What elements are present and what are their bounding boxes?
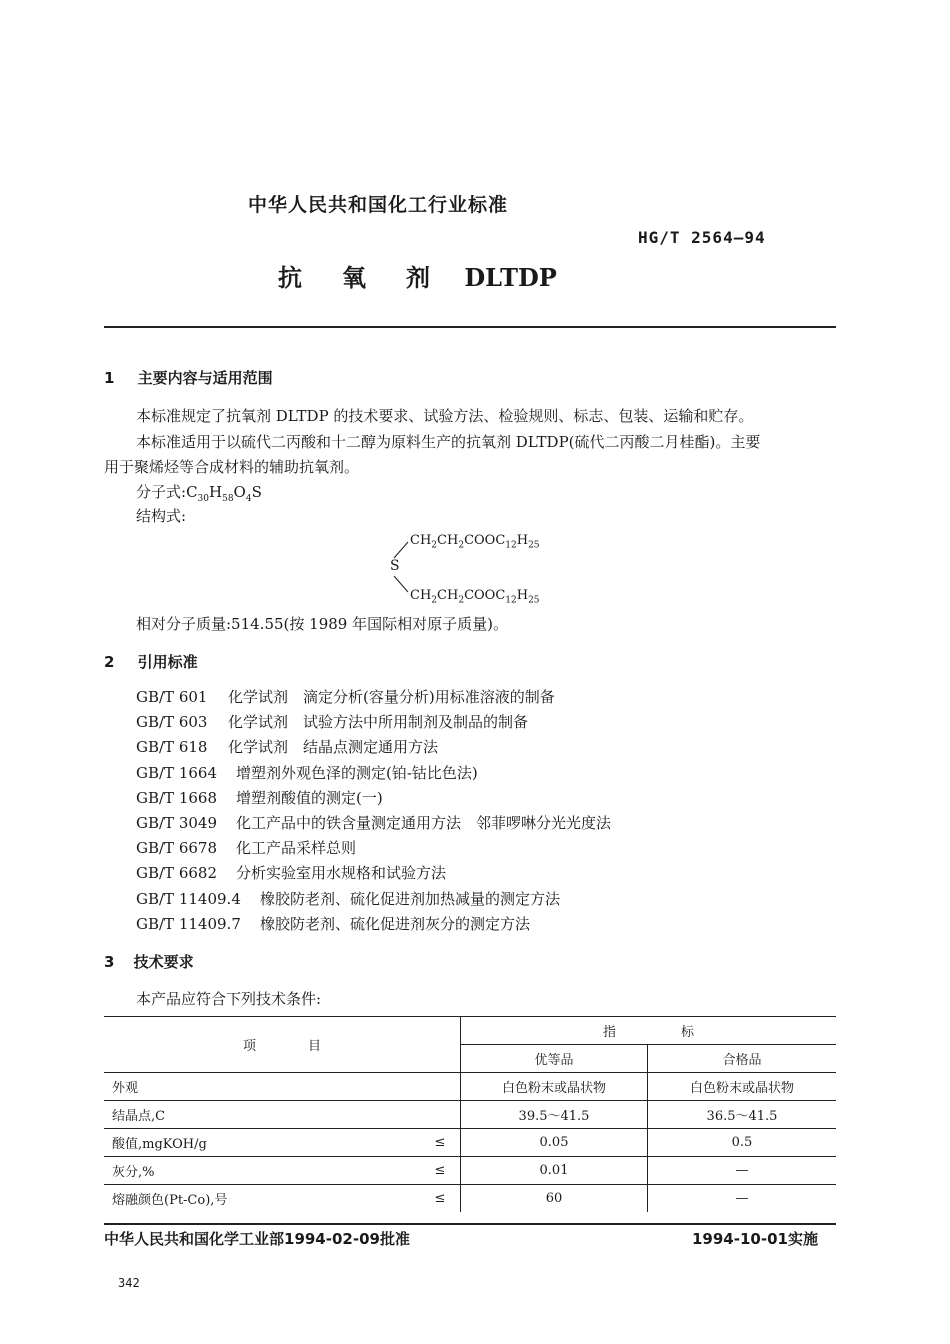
- row-op: ≤: [420, 1129, 461, 1157]
- list-item: [136, 812, 611, 837]
- paragraph: 本标准适用于以硫代二丙酸和十二醇为原料生产的抗氧剂 DLTDP(硫代二丙酸二月桂酯)。主要: [136, 433, 761, 451]
- reference-list: [136, 686, 611, 938]
- formula-label: 分子式:: [136, 483, 187, 501]
- section-number: 1: [104, 369, 115, 387]
- ref-name: 化学试剂 试验方法中所用制剂及制品的制备: [228, 713, 529, 732]
- table-row: [104, 1101, 836, 1129]
- header-index: 指 标: [461, 1017, 837, 1045]
- formula-rendered: $C_{30}H_{58}O_4S$: [186, 483, 262, 504]
- page-number: 342: [118, 1276, 140, 1290]
- table-row: [104, 1129, 836, 1157]
- table-row: [104, 1073, 836, 1101]
- ref-code: GB/T 11409.7: [136, 914, 241, 933]
- header-item: 项 目: [104, 1017, 461, 1073]
- row-item: 外观: [104, 1073, 420, 1101]
- row-premium: 0.01: [461, 1157, 648, 1185]
- ref-code: GB/T 618: [136, 738, 208, 757]
- row-item: 结晶点,C: [104, 1101, 420, 1129]
- section-title: 主要内容与适用范围: [137, 369, 273, 387]
- table-header-row: [104, 1017, 836, 1045]
- ref-name: 化学试剂 结晶点测定通用方法: [228, 738, 439, 757]
- list-item: [136, 736, 611, 761]
- row-qualified: —: [648, 1157, 837, 1185]
- ref-code: GB/T 603: [136, 713, 208, 732]
- ref-name: 增塑剂外观色泽的测定(铂-钴比色法): [236, 763, 478, 782]
- list-item: [136, 686, 611, 711]
- list-item: [136, 762, 611, 787]
- list-item: [136, 787, 611, 812]
- section-3-heading: [104, 951, 194, 972]
- list-item: [136, 888, 611, 913]
- row-qualified: 36.5～41.5: [648, 1101, 837, 1129]
- row-op: ≤: [434, 1191, 446, 1206]
- row-item: 熔融颜色(Pt-Co),号: [112, 1193, 228, 1208]
- title-char-2: 氧: [342, 264, 366, 292]
- row-item: 灰分,%: [104, 1157, 420, 1185]
- paragraph: 用于聚烯烃等合成材料的辅助抗氧剂。: [104, 458, 360, 476]
- ref-code: GB/T 1668: [136, 788, 218, 807]
- ref-name: 橡胶防老剂、硫化促进剂灰分的测定方法: [260, 914, 531, 933]
- ref-name: 化学试剂 滴定分析(容量分析)用标准溶液的制备: [228, 688, 555, 706]
- paragraph: 本标准规定了抗氧剂 DLTDP 的技术要求、试验方法、检验规则、标志、包装、运输和贮存。: [136, 407, 754, 425]
- molecular-mass: 相对分子质量:514.55(按 1989 年国际相对原子质量)。: [136, 615, 508, 633]
- issuing-authority: 中华人民共和国化工行业标准: [248, 194, 509, 216]
- row-premium: 39.5～41.5: [461, 1101, 648, 1129]
- list-item: [136, 711, 611, 736]
- section-number: 3: [104, 953, 115, 971]
- row-qualified: 白色粉末或晶状物: [648, 1073, 837, 1101]
- ref-name: 增塑剂酸值的测定(一): [236, 788, 383, 807]
- footer-divider: [104, 1223, 836, 1225]
- section-title: 技术要求: [133, 953, 194, 971]
- ref-name: 分析实验室用水规格和试验方法: [236, 864, 447, 883]
- upper-branch: $CH_2CH_2COOC_{12}H_{25}$: [410, 533, 540, 551]
- title-char-3: 剂: [406, 264, 430, 292]
- header-qualified: 合格品: [648, 1045, 837, 1073]
- list-item: [136, 837, 611, 862]
- ref-code: GB/T 11409.4: [136, 889, 241, 908]
- ref-code: GB/T 601: [136, 688, 208, 706]
- structure-label: 结构式:: [136, 507, 187, 525]
- structural-formula: [380, 530, 580, 610]
- header-divider: [104, 326, 836, 328]
- row-op: [420, 1101, 461, 1129]
- table-intro: 本产品应符合下列技术条件:: [136, 990, 322, 1008]
- row-op: [420, 1073, 461, 1101]
- row-qualified: —: [648, 1185, 837, 1213]
- row-item: 酸值,mgKOH/g: [104, 1129, 420, 1157]
- table-row: [104, 1185, 836, 1213]
- document-title: [278, 258, 557, 293]
- effective-date: 1994-10-01实施: [692, 1230, 818, 1248]
- ref-code: GB/T 6678: [136, 839, 218, 858]
- row-qualified: 0.5: [648, 1129, 837, 1157]
- list-item: [136, 913, 611, 938]
- title-english: DLTDP: [464, 263, 557, 292]
- ref-code: GB/T 3049: [136, 813, 218, 832]
- standard-number: HG/T 2564—94: [638, 228, 766, 247]
- ref-code: GB/T 1664: [136, 763, 218, 782]
- title-char-1: 抗: [278, 264, 302, 292]
- section-number: 2: [104, 653, 115, 671]
- row-premium: 0.05: [461, 1129, 648, 1157]
- header-premium: 优等品: [461, 1045, 648, 1073]
- section-1-heading: [104, 367, 273, 388]
- row-op: ≤: [420, 1157, 461, 1185]
- ref-code: GB/T 6682: [136, 864, 218, 883]
- ref-name: 橡胶防老剂、硫化促进剂加热减量的测定方法: [260, 889, 561, 908]
- ref-name: 化工产品采样总则: [236, 839, 357, 858]
- ref-name: 化工产品中的铁含量测定通用方法 邻菲啰啉分光光度法: [236, 813, 612, 832]
- approval-line: 中华人民共和国化学工业部1994-02-09批准: [104, 1230, 410, 1248]
- lower-branch: $CH_2CH_2COOC_{12}H_{25}$: [410, 588, 540, 606]
- section-2-heading: [104, 651, 198, 672]
- sulfur-atom: S: [390, 558, 400, 574]
- spec-table: [104, 1016, 836, 1212]
- row-premium: 白色粉末或晶状物: [461, 1073, 648, 1101]
- row-premium: 60: [461, 1185, 648, 1213]
- section-title: 引用标准: [137, 653, 198, 671]
- list-item: [136, 862, 611, 887]
- table-row: [104, 1157, 836, 1185]
